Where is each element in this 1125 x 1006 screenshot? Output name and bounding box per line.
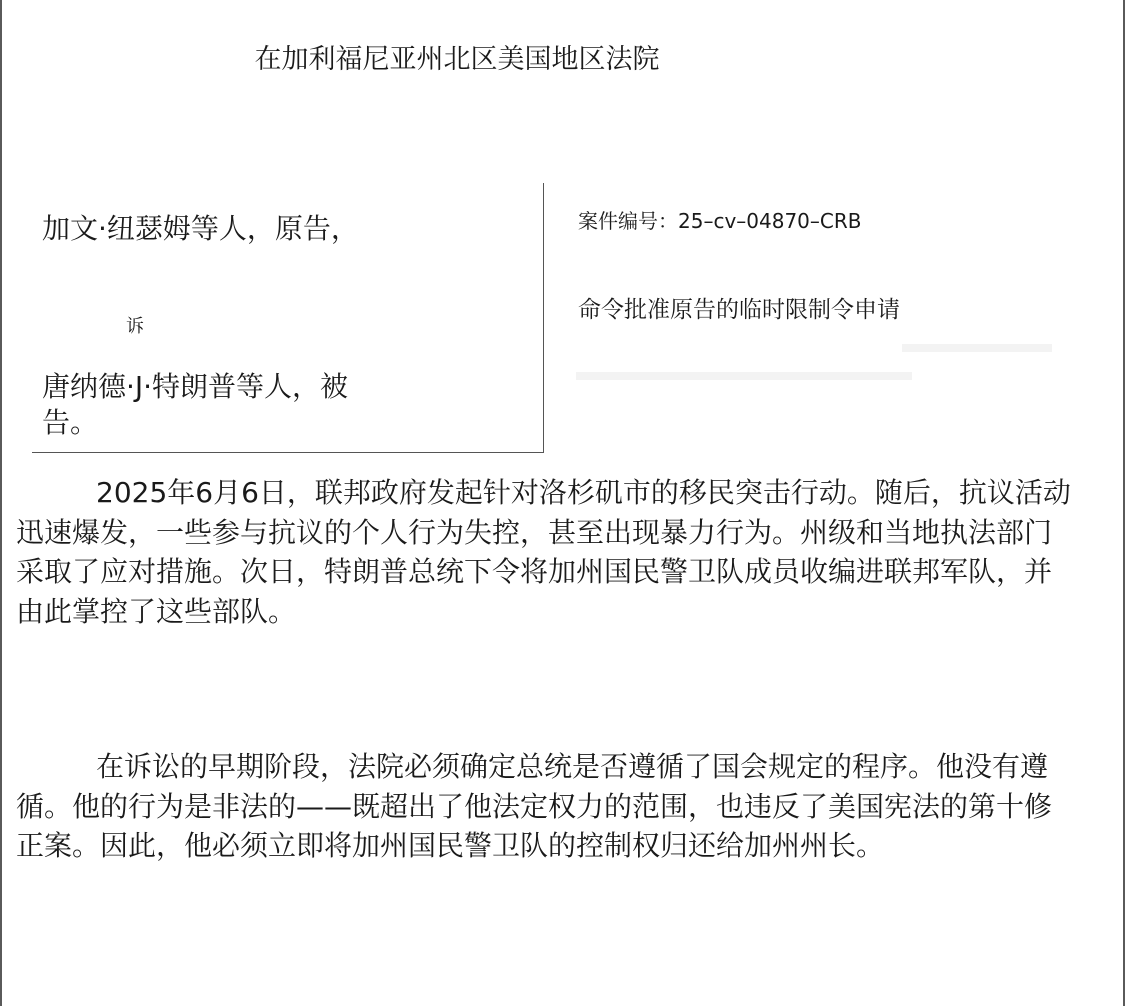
body-paragraph: 在诉讼的早期阶段，法院必须确定总统是否遵循了国会规定的程序。他没有遵循。他的行为是非法的——既超出了他法定权力的范围，也违反了美国宪法的第十修正案。因此，他必须立即将加州国民警卫队的控制权归还给加州州长。 <box>16 750 1053 862</box>
court-title: 在加利福尼亚州北区美国地区法院 <box>254 44 660 75</box>
plaintiff-name: 加文·纽瑟姆等人，原告， <box>42 212 359 245</box>
scan-artifact <box>576 372 912 380</box>
scan-artifact <box>902 344 1052 352</box>
order-title: 命令批准原告的临时限制令申请 <box>578 297 900 323</box>
body-paragraph: 2025年6月6日，联邦政府发起针对洛杉矶市的移民突击行动。随后，抗议活动迅速爆发，一些参与抗议的个人行为失控，甚至出现暴力行为。州级和当地执法部门采取了应对措施。次日，特朗普总统下令将加州国民警卫队成员收编进联邦军队，并由此掌控了这些部队。 <box>16 476 1071 628</box>
defendant-name: 唐纳德·J·特朗普等人，被告。 <box>42 370 349 439</box>
versus-label: 诉 <box>126 316 144 337</box>
case-number: 案件编号：25–cv–04870–CRB <box>578 209 862 233</box>
case-caption-box <box>32 183 544 453</box>
